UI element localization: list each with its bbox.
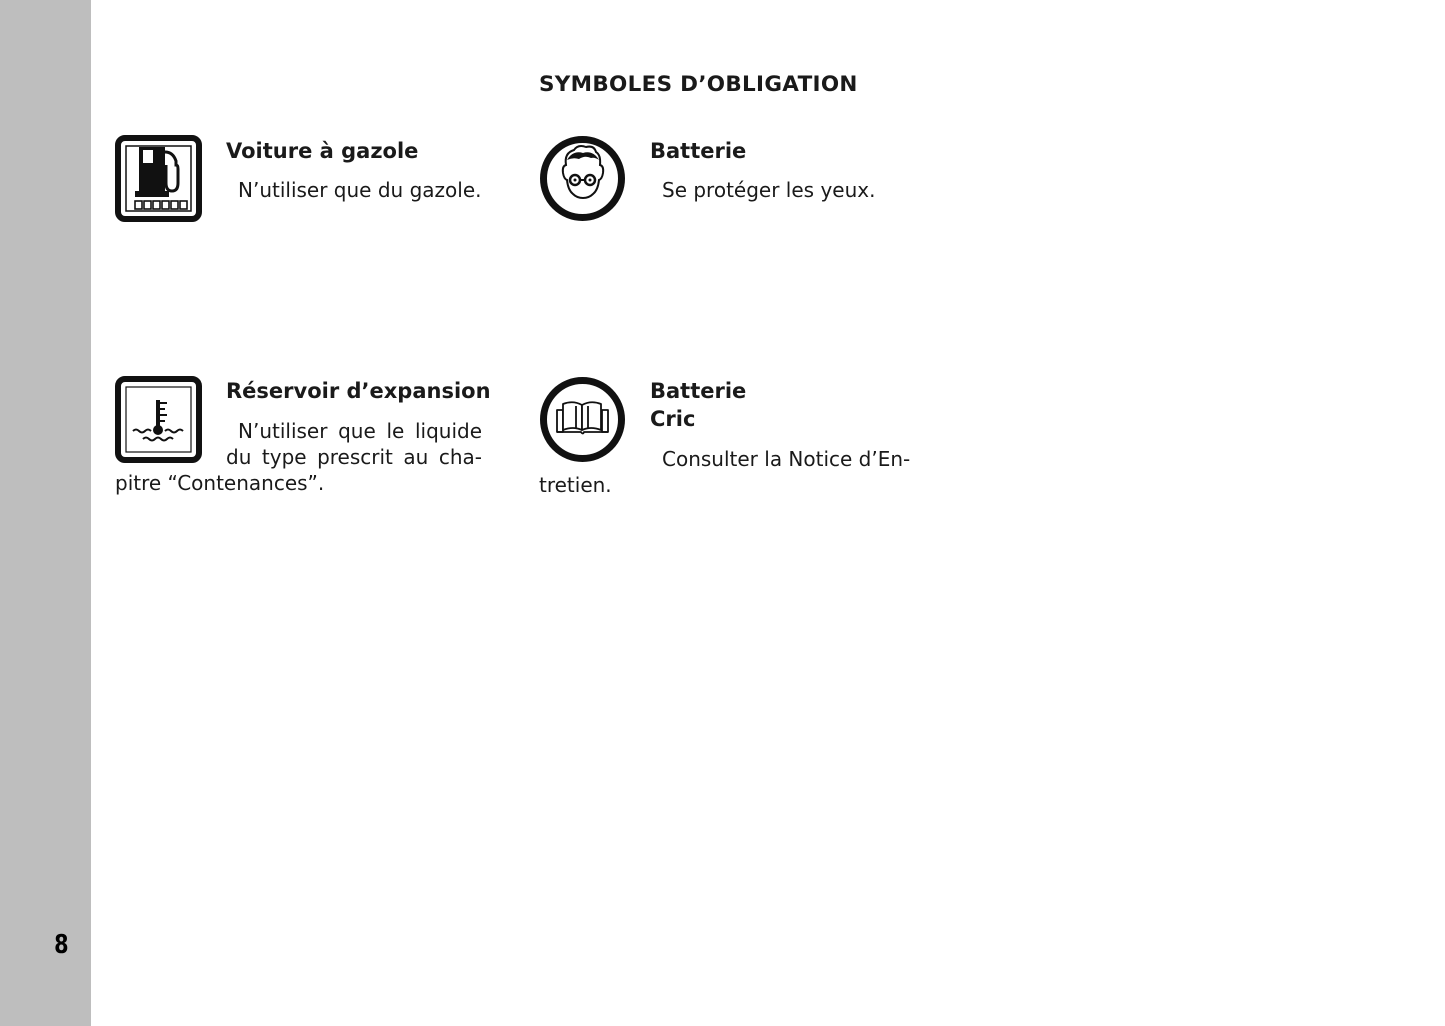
eye-protection-icon bbox=[539, 135, 626, 222]
entry-text-diesel: N’utiliser que du gazole. bbox=[238, 178, 482, 202]
entry-text-manual-line2: tretien. bbox=[539, 473, 612, 497]
entry-title-battery-eyes: Batterie bbox=[650, 139, 747, 163]
coolant-temperature-icon bbox=[115, 376, 202, 463]
page-margin-band bbox=[0, 0, 91, 1026]
entry-text-expansion-tank-line1: N’utiliser que le liquide bbox=[238, 419, 482, 443]
entry-title-jack: Cric bbox=[650, 407, 696, 431]
entry-title-diesel: Voiture à gazole bbox=[226, 139, 419, 163]
section-title: SYMBOLES D’OBLIGATION bbox=[539, 72, 858, 97]
entry-title-battery-jack: Batterie bbox=[650, 379, 747, 403]
entry-text-expansion-tank-line3: pitre “Contenances”. bbox=[115, 471, 325, 495]
entry-title-expansion-tank: Réservoir d’expansion bbox=[226, 379, 491, 403]
entry-text-manual-line1: Consulter la Notice d’En- bbox=[662, 447, 911, 471]
diesel-pump-icon bbox=[115, 135, 202, 222]
entry-text-expansion-tank-line2: du type prescrit au cha- bbox=[226, 445, 482, 469]
entry-text-battery-eyes: Se protéger les yeux. bbox=[662, 178, 876, 202]
owner-manual-icon bbox=[539, 376, 626, 463]
page-number: 8 bbox=[54, 930, 68, 960]
